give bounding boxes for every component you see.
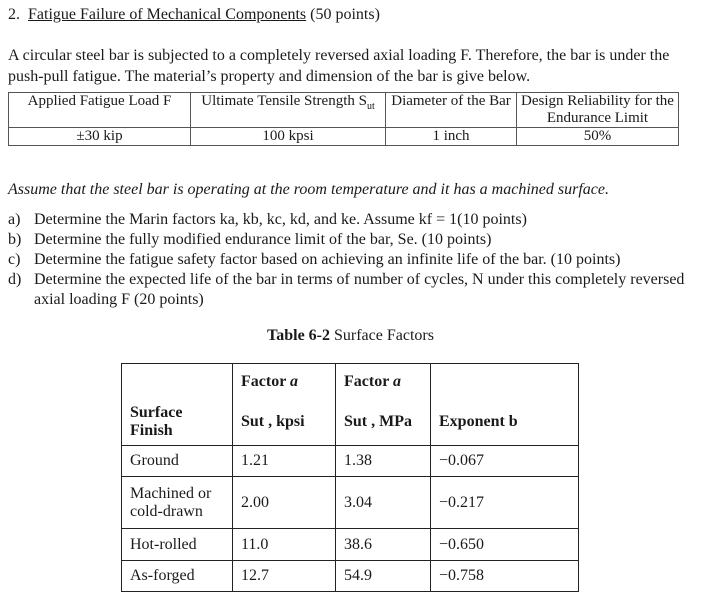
- row-kpsi: 1.21: [233, 446, 336, 477]
- row-mpa: 3.04: [336, 477, 431, 529]
- problem-title: Fatigue Failure of Mechanical Components: [28, 6, 307, 23]
- row-mpa: 1.38: [336, 446, 431, 477]
- table-row: [122, 477, 579, 529]
- row-kpsi: 2.00: [233, 477, 336, 529]
- factor-var: a: [290, 372, 299, 390]
- question-text: Determine the fully modified endurance limit of the bar, Se. (10 points): [34, 231, 492, 248]
- value-ultimate-strength: 100 kpsi: [191, 128, 386, 146]
- surface-header-row-2: [122, 400, 579, 446]
- row-exponent: −0.067: [431, 446, 579, 477]
- row-exponent: −0.217: [431, 477, 579, 529]
- question-list: [8, 210, 698, 310]
- table-row: [122, 446, 579, 477]
- question-label: b): [8, 231, 22, 248]
- surface-factors-table: [121, 363, 579, 592]
- header-applied-load: Applied Fatigue Load F: [9, 93, 191, 128]
- factor-label: Factor: [241, 372, 287, 390]
- row-mpa: 54.9: [336, 561, 431, 592]
- row-mpa: 38.6: [336, 529, 431, 561]
- row-finish: As-forged: [122, 561, 233, 592]
- question-b: [8, 230, 698, 250]
- sut-subscript: ut: [366, 101, 375, 112]
- intro-paragraph: A circular steel bar is subjected to a completely reversed axial loading F. Therefore, the bar is under the push-pull fatigue. The material’s property and dimension of the bar is give below.: [8, 47, 670, 85]
- header-diameter: Diameter of the Bar: [386, 93, 517, 128]
- question-c: [8, 250, 698, 270]
- question-text: Determine the fatigue safety factor based on achieving an infinite life of the bar. (10 points): [34, 251, 621, 268]
- problem-number: 2.: [8, 6, 20, 23]
- empty-corner-cell: [122, 364, 233, 400]
- problem-heading: [8, 6, 380, 24]
- properties-header-row: [9, 93, 679, 128]
- row-exponent: −0.758: [431, 561, 579, 592]
- factor-a-mpa-header: [336, 364, 431, 400]
- exponent-header: Exponent b: [431, 400, 579, 446]
- properties-table: [8, 92, 679, 146]
- table-caption-number: Table 6-2: [267, 327, 330, 344]
- row-kpsi: 12.7: [233, 561, 336, 592]
- question-label: c): [8, 251, 21, 268]
- header-reliability: Design Reliability for the Endurance Limit: [517, 93, 679, 128]
- question-label: a): [8, 211, 21, 228]
- value-reliability: 50%: [517, 128, 679, 146]
- row-kpsi: 11.0: [233, 529, 336, 561]
- question-label: d): [8, 271, 22, 288]
- factor-label: Factor: [344, 372, 390, 390]
- surface-finish-header: Surface Finish: [122, 400, 233, 446]
- value-applied-load: ±30 kip: [9, 128, 191, 146]
- properties-value-row: [9, 128, 679, 146]
- value-diameter: 1 inch: [386, 128, 517, 146]
- question-d: [8, 270, 698, 310]
- question-text: Determine the Marin factors ka, kb, kc, kd, and ke. Assume kf = 1(10 points): [34, 211, 527, 228]
- problem-points: (50 points): [310, 6, 380, 23]
- table-row: [122, 529, 579, 561]
- header-ultimate-strength-text: Ultimate Tensile Strength S: [201, 93, 367, 109]
- question-a: [8, 210, 698, 230]
- table-row: [122, 561, 579, 592]
- sut-mpa-header: Sut , MPa: [336, 400, 431, 446]
- row-finish: Ground: [122, 446, 233, 477]
- sut-kpsi-header: Sut , kpsi: [233, 400, 336, 446]
- assumption-text: Assume that the steel bar is operating at the room temperature and it has a machined surface.: [8, 181, 609, 198]
- table-caption-title: Surface Factors: [334, 327, 434, 344]
- factor-var: a: [393, 372, 402, 390]
- table-caption: [0, 327, 701, 345]
- row-finish: Hot-rolled: [122, 529, 233, 561]
- row-exponent: −0.650: [431, 529, 579, 561]
- surface-header-row-1: [122, 364, 579, 400]
- row-finish: Machined or cold-drawn: [122, 477, 233, 529]
- question-text: Determine the expected life of the bar in terms of number of cycles, N under this completely reversed axial loading F (20 points): [34, 271, 685, 308]
- empty-exponent-top: [431, 364, 579, 400]
- header-ultimate-strength: [191, 93, 386, 128]
- factor-a-kpsi-header: [233, 364, 336, 400]
